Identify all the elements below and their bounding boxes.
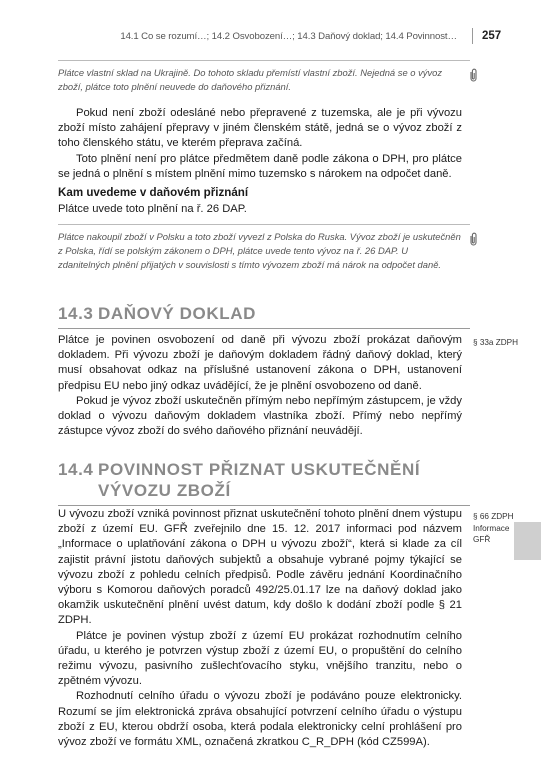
section-number: 14.3 [58,304,94,323]
chapter-thumb-tab [514,522,541,560]
section-title-line1: POVINNOST PŘIZNAT USKUTEČNĚNÍ [98,460,421,479]
body-section-14-4 [58,507,462,750]
section-title-line2: VÝVOZU ZBOŽÍ [98,481,231,500]
page-number: 257 [482,30,502,42]
body-section-a [58,106,462,182]
section-title: DAŇOVÝ DOKLAD [98,304,256,323]
paragraph: Plátce je povinen osvobození od daně při vývozu zboží prokázat daňovým dokladem. Při vývozu zboží je daňovým dokladem řádný daňový doklad, který musí obsahovat odkaz na příslušné ustanovení zákona o DPH, ustanovení předpisu EU nebo jiný odkaz uvádějící, že je plnění osvobozeno od daně. [58,334,462,392]
margin-reference [473,511,514,546]
paperclip-icon [468,68,479,82]
header-divider [472,28,473,44]
example-note: Plátce nakoupil zboží v Polsku a toto zboží vyvezl z Polska do Ruska. Vývoz zboží je uskutečněn z Polska, řídí se polským zákonem o DPH, plátce uvede tento vývoz na ř. 26 DAP. U zdanitelných plnění přijatých v souvislosti s tímto vývozem zboží má nárok na odpočet daně. [58,231,461,270]
margin-reference: § 33a ZDPH [473,338,519,347]
margin-ref-law: § 66 ZDPH [473,512,514,521]
paragraph: Plátce je povinen výstup zboží z území EU prokázat rozhodnutím celního úřadu, u kterého je potvrzen výstup zboží z území EU, o propuštění do celního režimu vývozu, pasivního zušlechťovacího styku, vnějšího tranzitu, nebo o zpětném vývozu. [58,629,462,688]
note-divider [58,60,470,61]
paragraph: Pokud není zboží odesláné nebo přepravené z tuzemska, ale je při vývozu zboží místo zahájení přepravy v jiném členském státě, jedná se o vývoz zboží z toho členského státu, ve kterém přeprava začíná. [58,107,462,150]
example-note: Plátce vlastní sklad na Ukrajině. Do tohoto skladu přemístí vlastní zboží. Nejedná se o vývoz zboží, plátce toto plnění neuvede do daňového přiznání. [58,67,443,92]
heading-rule [58,328,470,329]
paragraph: Pokud je vývoz zboží uskutečněn přímým nebo nepřímým zástupcem, je vždy doklad o vývozu daňovým dokladem vlastníka zboží. Přímý nebo nepřímý zástupce vývoz zboží do svého daňového přiznání neuvádějí. [58,394,462,438]
paragraph: Rozhodnutí celního úřadu o vývozu zboží je podáváno pouze elektronicky. Rozumí se jím elektronická zpráva obsahující potvrzení celního úřadu o výstupu zboží z EU, kterou obdrží osoba, která podala elektronicky celní prohlášení pro vývoz zboží ve formátu XML, označená zkratkou C_R_DPH (kód CZ599A). [58,690,462,749]
paragraph: Toto plnění není pro plátce předmětem daně podle zákona o DPH, pro plátce se jedná o plnění s místem plnění mimo tuzemsko s nárokem na odpočet daně. [58,152,462,180]
note-divider [58,224,470,225]
running-title: 14.1 Co se rozumí…; 14.2 Osvobození…; 14.3 Daňový doklad; 14.4 Povinnost… [120,31,457,42]
margin-ref-info: Informace [473,523,510,533]
margin-ref-gfr: GFŘ [473,535,491,544]
running-header [0,30,541,46]
tax-return-text: Plátce uvede toto plnění na ř. 26 DAP. [58,203,247,215]
paperclip-icon [468,232,479,246]
heading-rule [58,505,470,506]
body-section-14-3 [58,333,462,439]
section-heading-14-3 [58,303,256,324]
subsection-heading: Kam uvedeme v daňovém přiznání [58,186,249,199]
paragraph: U vývozu zboží vzniká povinnost přiznat uskutečnění tohoto plnění dnem výstupu zboží z území EU. GFŘ zveřejnilo dne 15. 12. 2017 informaci pod názvem „Informace o uplatňování zákona o DPH u vývozu zboží“, která si klade za cíl zajistit právní jistotu daňových subjektů a obsahuje vybrané pojmy týkající se vývozu zboží z pohledu celních předpisů. Podle závěru jednání Koordinačního výboru s Komorou daňových poradců 492/25.01.17 lze na daňový doklad jako okamžik uskutečnění plnění uvést datum, kdy došlo k dodání zboží podle § 21 ZDPH. [58,508,462,627]
section-heading-14-4 [58,459,420,501]
section-number: 14.4 [58,460,94,479]
